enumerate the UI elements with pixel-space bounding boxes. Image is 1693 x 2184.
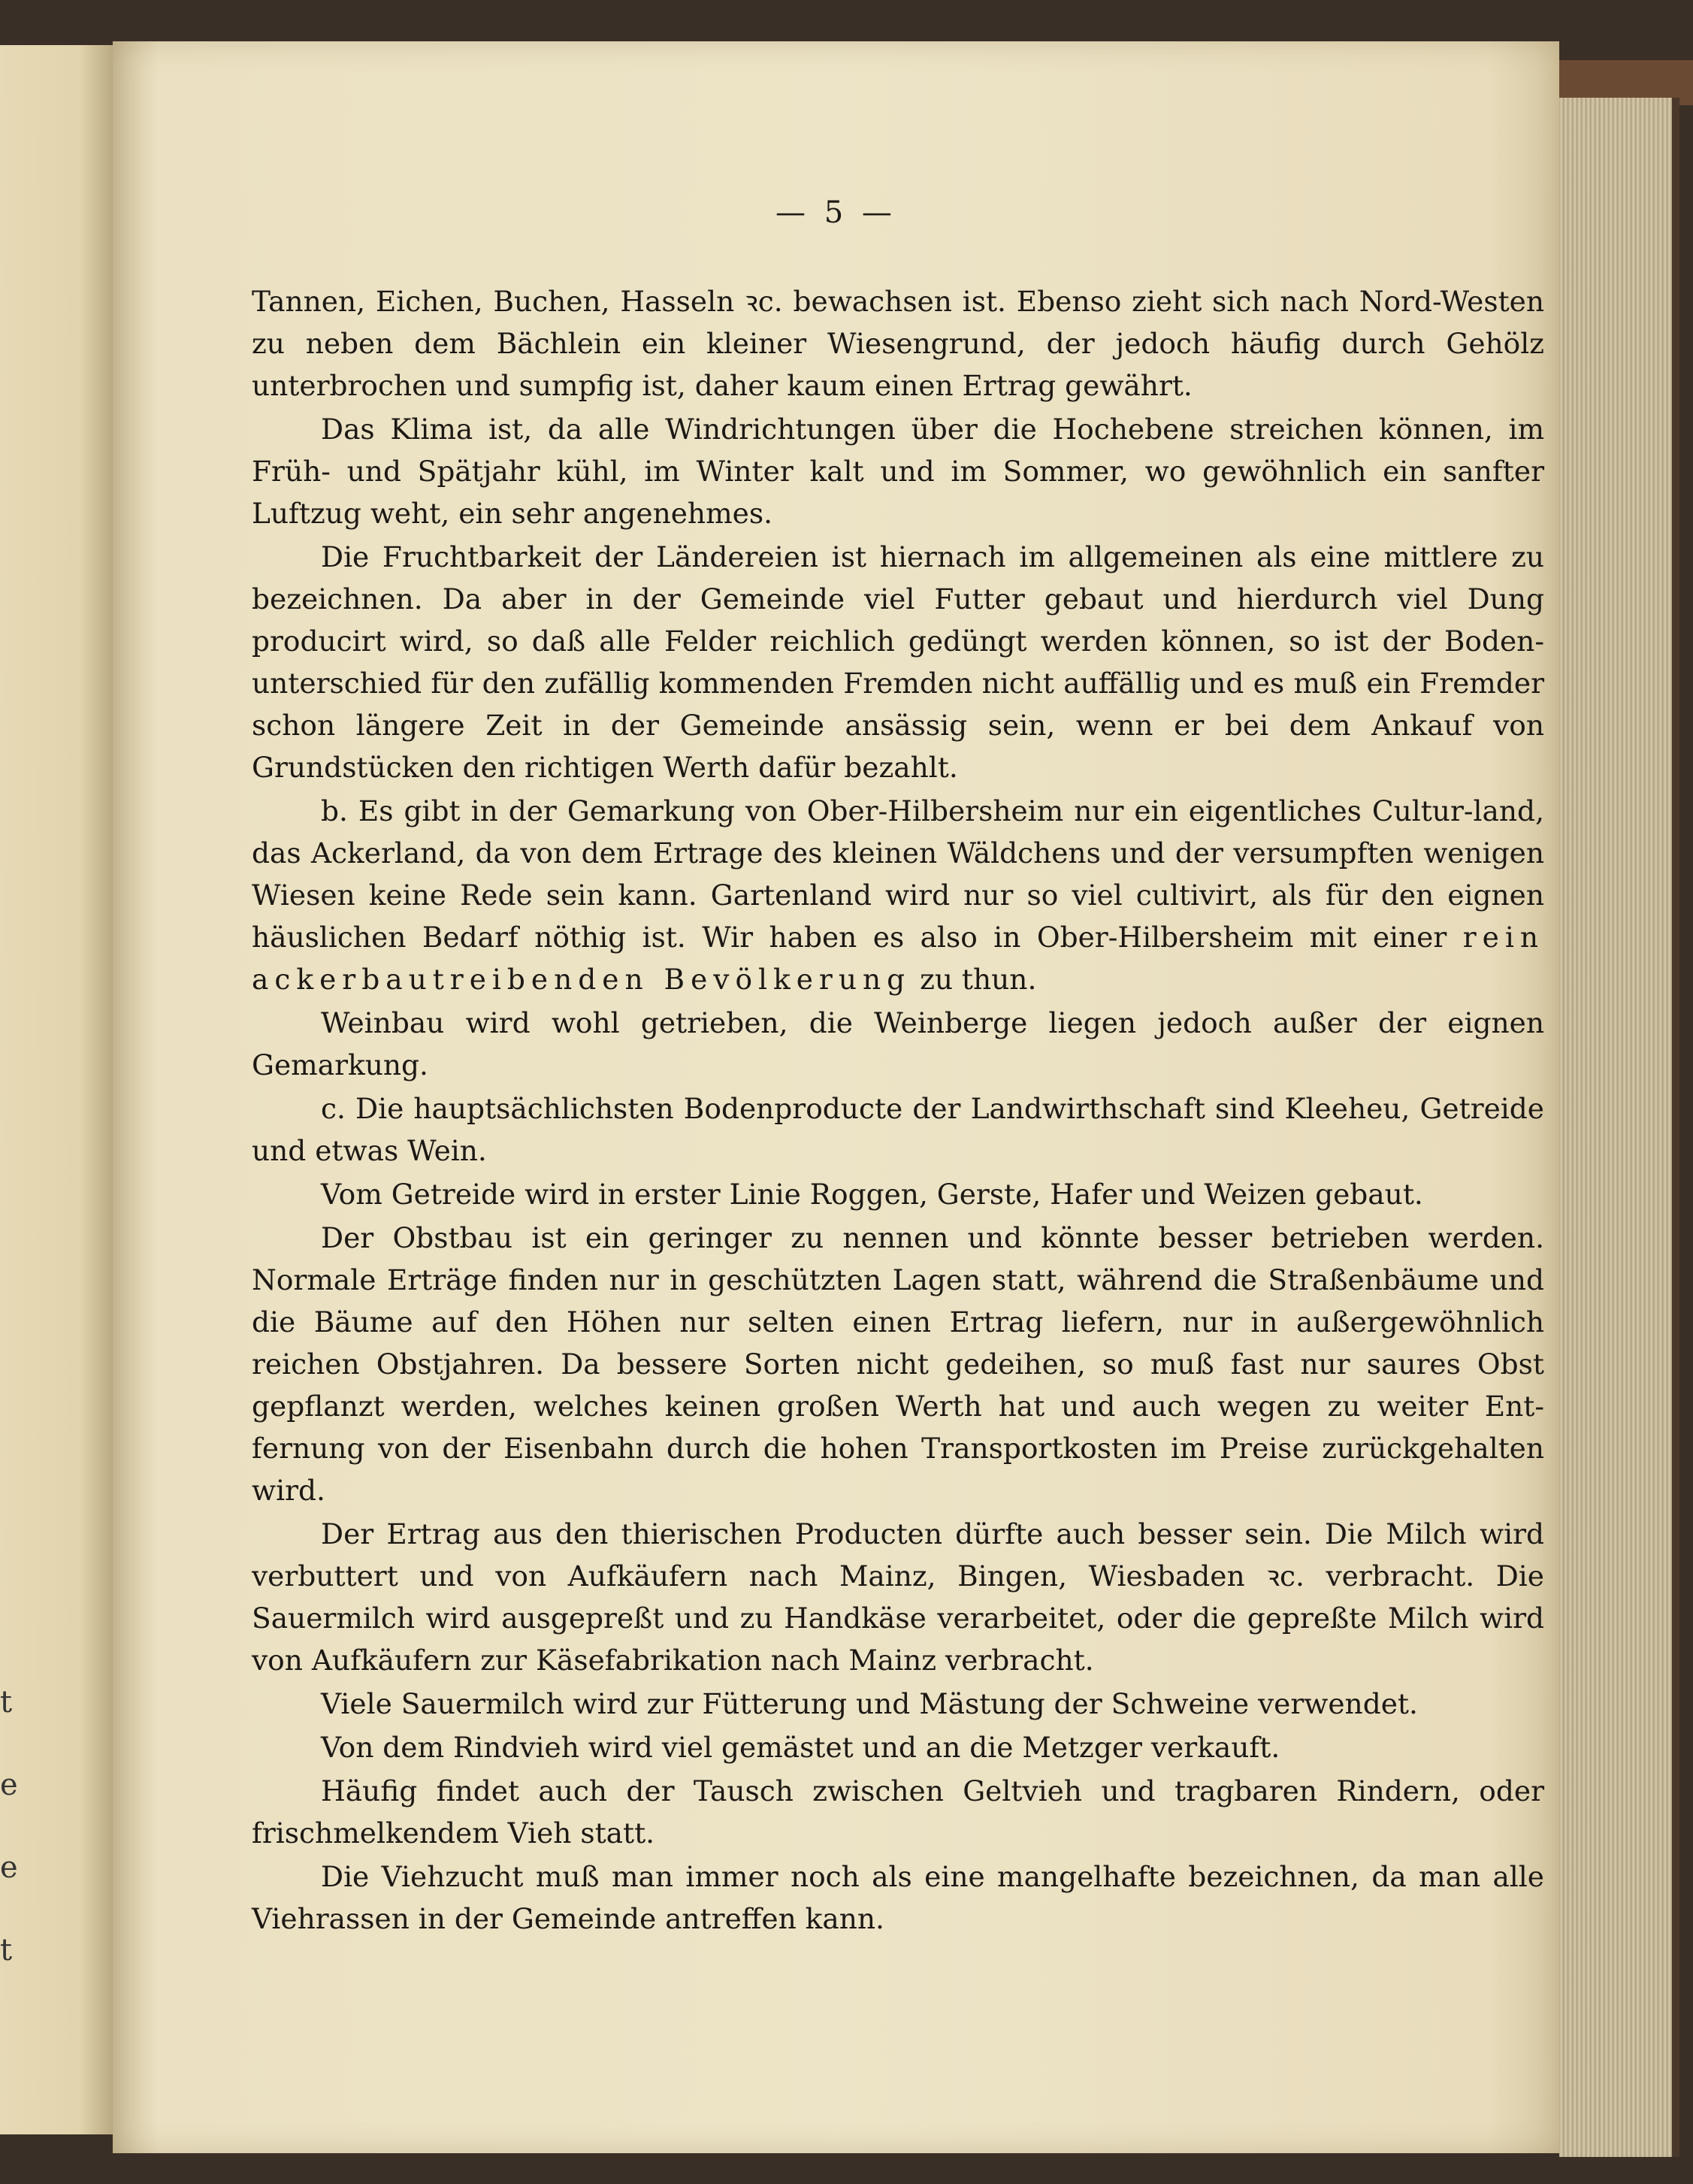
paragraph: Von dem Rindvieh wird viel gemästet und an die Metzger verkauft. [321, 1731, 1280, 1764]
body-text [252, 280, 1544, 1941]
paragraph [252, 790, 1544, 1000]
document-page [113, 41, 1559, 2153]
left-mark: e [0, 1850, 18, 1885]
paragraph: Die Viehzucht muß man immer noch als eine mangelhafte bezeichnen, da man alle Viehrassen in der Gemeinde antreffen kann. [252, 1860, 1544, 1935]
page-number: — 5 — [775, 195, 896, 230]
left-mark: t [0, 1933, 13, 1968]
paragraph: Vom Getreide wird in erster Linie Roggen, Gerste, Hafer und Weizen gebaut. [321, 1178, 1423, 1211]
paragraph: Die Fruchtbarkeit der Ländereien ist hiernach im allgemeinen als eine mittlere zu bezeichnen. Da aber in der Gemeinde viel Futter gebaut und hierdurch viel Dung producirt wird, so daß alle Felder reichlich gedüngt werden können, so ist der Boden-unterschied für den zufällig kommenden Fremden nicht auffällig und es muß ein Fremder schon längere Zeit in der Gemeinde ansässig sein, wenn er bei dem Ankauf von Grundstücken den richtigen Werth dafür bezahlt. [252, 540, 1544, 784]
page-edges [1559, 98, 1679, 2157]
paragraph: Der Obstbau ist ein geringer zu nennen und könnte besser betrieben werden. Normale Erträge finden nur in geschützten Lagen statt, während die Straßenbäume und die Bäume auf den Höhen nur selten einen Ertrag liefern, nur in außergewöhnlich reichen Obstjahren. Da bessere Sorten nicht gedeihen, so muß fast nur saures Obst gepflanzt werden, welches keinen großen Werth hat und auch wegen zu weiter Ent-fernung von der Eisenbahn durch die hohen Transportkosten im Preise zurückgehalten wird. [252, 1221, 1544, 1507]
paragraph-text: b. Es gibt in der Gemarkung von Ober-Hilbersheim nur ein eigentliches Cultur-land, das Ackerland, da von dem Ertrage des kleinen Wäldchens und der versumpften wenigen Wiesen keine Rede sein kann. Gartenland wird nur so viel cultivirt, als für den eignen häuslichen Bedarf nöthig ist. Wir haben es also in Ober-Hilbersheim mit einer [252, 794, 1544, 954]
paragraph: Tannen, Eichen, Buchen, Hasseln ꝛc. bewachsen ist. Ebenso zieht sich nach Nord-Westen zu neben dem Bächlein ein kleiner Wiesengrund, der jedoch häufig durch Gehölz unterbrochen und sumpfig ist, daher kaum einen Ertrag gewährt. [252, 285, 1544, 402]
paragraph: Viele Sauermilch wird zur Fütterung und Mästung der Schweine verwendet. [321, 1687, 1418, 1720]
left-facing-page [0, 45, 113, 2134]
left-mark: e [0, 1768, 18, 1802]
emphasized-text: rein ackerbautreibenden Bevölkerung [252, 921, 1544, 996]
paragraph: Weinbau wird wohl getrieben, die Weinberge liegen jedoch außer der eignen Gemarkung. [252, 1006, 1544, 1081]
paragraph: c. Die hauptsächlichsten Bodenproducte der Landwirthschaft sind Kleeheu, Getreide und etwas Wein. [252, 1092, 1544, 1167]
left-mark: t [0, 1685, 13, 1720]
paragraph: Das Klima ist, da alle Windrichtungen über die Hochebene streichen können, im Früh- und Spätjahr kühl, im Winter kalt und im Sommer, wo gewöhnlich ein sanfter Luftzug weht, ein sehr angenehmes. [252, 413, 1544, 530]
paragraph: Der Ertrag aus den thierischen Producten dürfte auch besser sein. Die Milch wird verbuttert und von Aufkäufern nach Mainz, Bingen, Wiesbaden ꝛc. verbracht. Die Sauermilch wird ausgepreßt und zu Handkäse verarbeitet, oder die gepreßte Milch wird von Aufkäufern zur Käsefabrikation nach Mainz verbracht. [252, 1517, 1544, 1677]
paragraph: Häufig findet auch der Tausch zwischen Geltvieh und tragbaren Rindern, oder frischmelkendem Vieh statt. [252, 1774, 1544, 1850]
paragraph-text: zu thun. [911, 963, 1037, 996]
left-page-marks [0, 1661, 18, 1992]
